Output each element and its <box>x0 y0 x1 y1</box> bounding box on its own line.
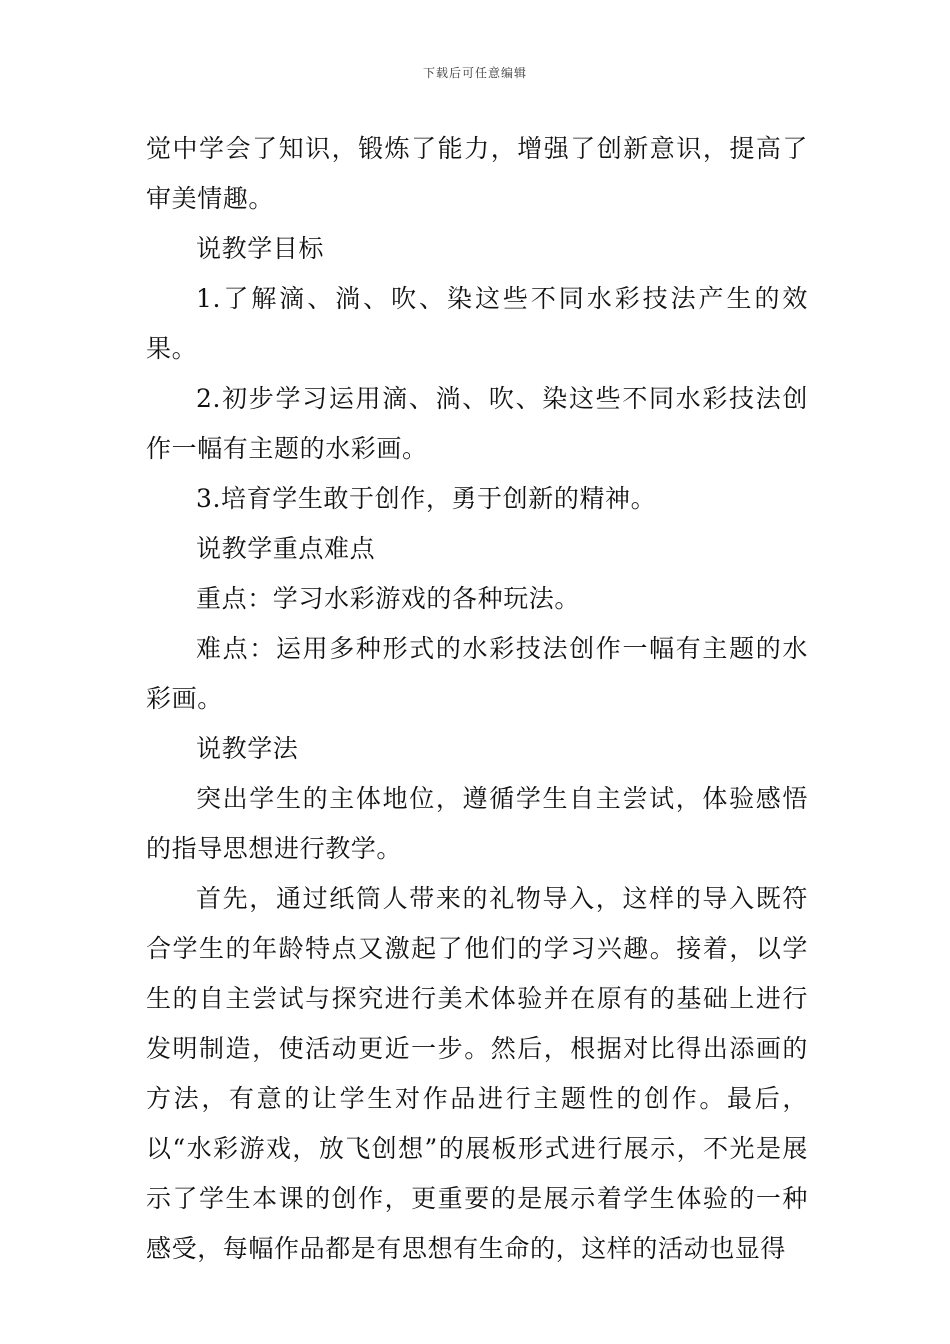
paragraph-1: 觉中学会了知识，锻炼了能力，增强了创新意识，提高了审美情趣。 <box>146 134 808 213</box>
objective-1: 1.了解滴、淌、吹、染这些不同水彩技法产生的效果。 <box>146 284 808 363</box>
objective-2: 2.初步学习运用滴、淌、吹、染这些不同水彩技法创作一幅有主题的水彩画。 <box>146 384 808 463</box>
objective-3: 3.培育学生敢于创作，勇于创新的精神。 <box>196 484 657 513</box>
heading-teaching-method: 说教学法 <box>196 734 299 763</box>
difficult-point: 难点：运用多种形式的水彩技法创作一幅有主题的水彩画。 <box>146 634 808 713</box>
heading-key-points: 说教学重点难点 <box>196 534 376 563</box>
process-paragraph: 首先，通过纸筒人带来的礼物导入，这样的导入既符合学生的年龄特点又激起了他们的学习兴趣。接着，以学生的自主尝试与探究进行美术体验并在原有的基础上进行发明制造，使活动更近一步。然后，根据对比得出添画的方法，有意的让学生对作品进行主题性的创作。最后，以“水彩游戏，放飞创想”的展板形式进行展示，不光是展示了学生本课的创作，更重要的是展示着学生体验的一种感受，每幅作品都是有思想有生命的，这样的活动也显得 <box>146 884 808 1263</box>
page-header-note: 下载后可任意编辑 <box>422 66 527 80</box>
key-point: 重点：学习水彩游戏的各种玩法。 <box>196 584 581 613</box>
document-body <box>146 124 808 1274</box>
method-paragraph: 突出学生的主体地位，遵循学生自主尝试，体验感悟的指导思想进行教学。 <box>146 784 808 863</box>
heading-teaching-objectives: 说教学目标 <box>196 234 325 263</box>
